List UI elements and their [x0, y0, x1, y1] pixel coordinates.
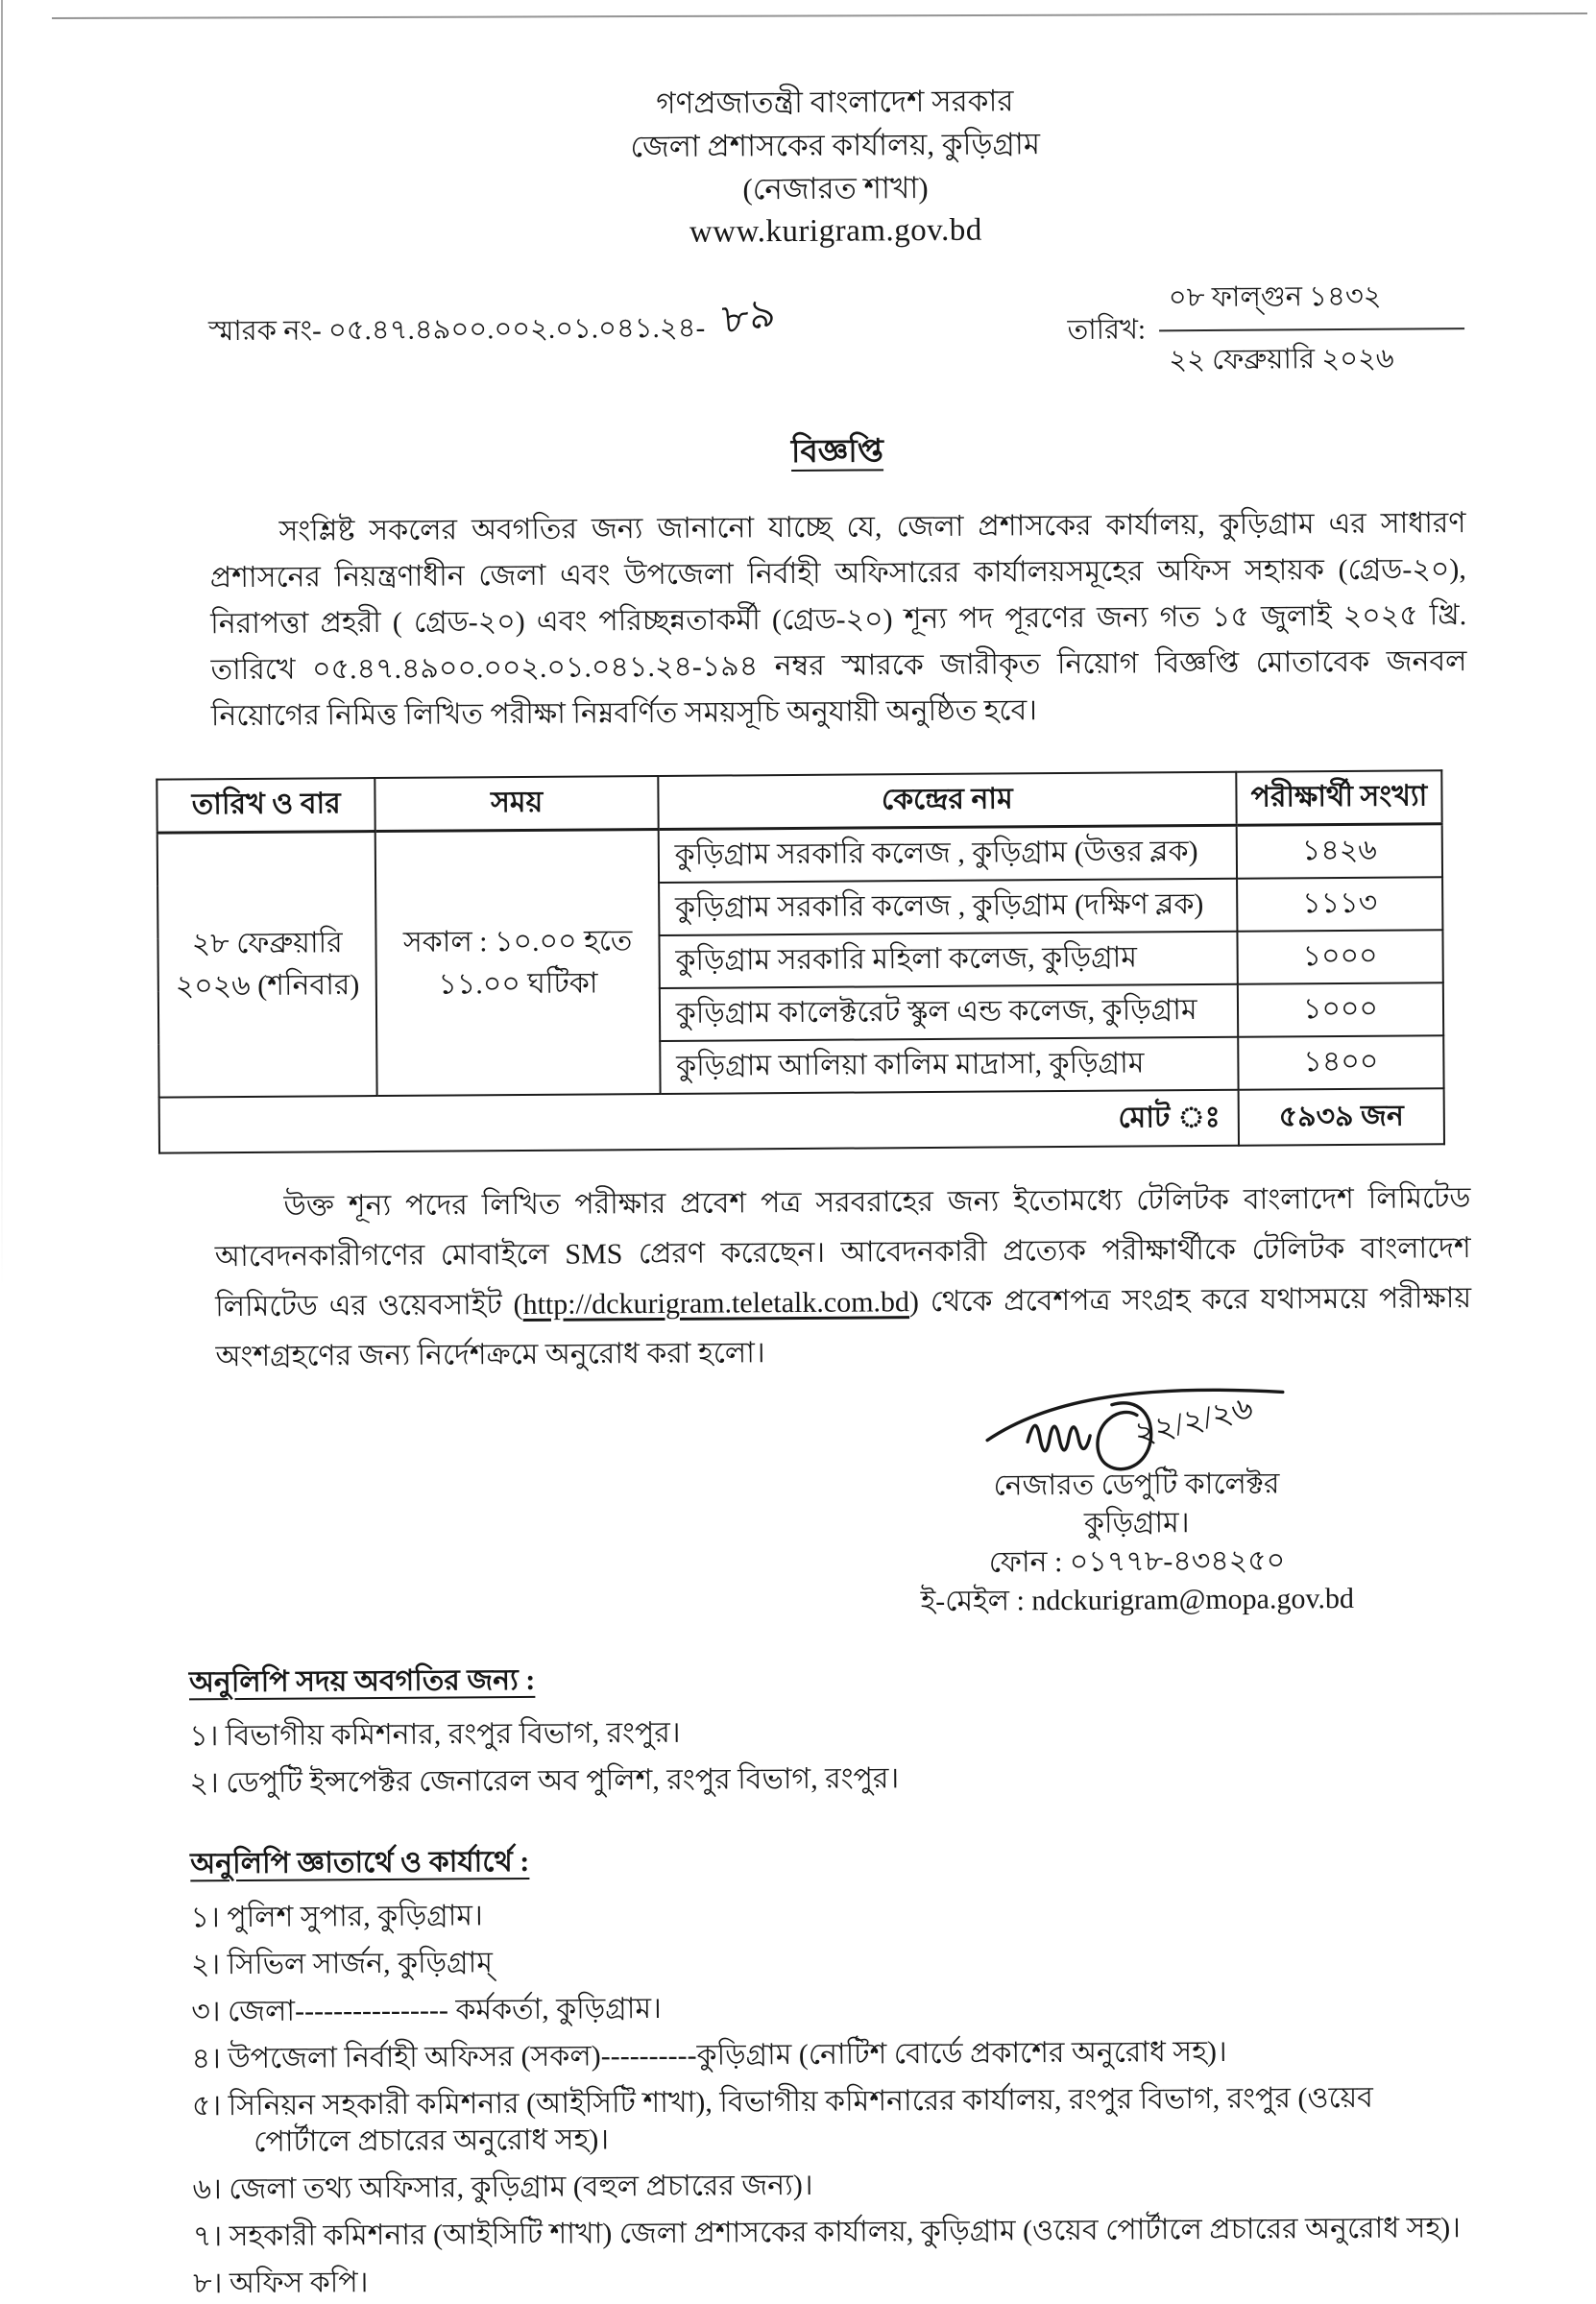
- total-value-cell: ৫৯৩৯ জন: [1238, 1088, 1443, 1145]
- date-bangla: ০৮ ফাল্গুন ১৪৩২: [1159, 274, 1464, 331]
- copy-action-item: ৭। সহকারী কমিশনার (আইসিটি শাখা) জেলা প্রশাসকের কার্যালয়, কুড়িগ্রাম (ওয়েব পোর্টালে প্রচারের অনুরোধ সহ)।: [192, 2212, 1461, 2253]
- examinee-count-cell: ১০০০: [1238, 982, 1443, 1036]
- date-stack: [1159, 274, 1465, 385]
- notice-paragraph-1: সংশ্লিষ্ট সকলের অবগতির জন্য জানানো যাচ্ছে যে, জেলা প্রশাসকের কার্যালয়, কুড়িগ্রাম এর সাধারণ প্রশাসনের নিয়ন্ত্রণাধীন জেলা এবং উপজেলা নির্বাহী অফিসারের কার্যালয়সমূহের অফিস সহায়ক (গ্রেড-২০), নিরাপত্তা প্রহরী ( গ্রেড-২০) এবং পরিচ্ছন্নতাকর্মী (গ্রেড-২০) শূন্য পদ পূরণের জন্য গত ১৫ জুলাই ২০২৫ খ্রি. তারিখে ০৫.৪৭.৪৯০০.০০২.০১.০৪১.২৪-১৯৪ নম্বর স্মারকে জারীকৃত নিয়োগ বিজ্ঞপ্তি মোতাবেক জনবল নিয়োগের নিমিত্ত লিখিত পরীক্ষা নিম্নবর্ণিত সময়সূচি অনুযায়ী অনুষ্ঠিত হবে।: [209, 507, 1467, 733]
- total-label-cell: মোট ঃ: [159, 1090, 1239, 1153]
- copy-action-item: ৬। জেলা তথ্য অফিসার, কুড়িগ্রাম (বহুল প্রচারের জন্য)।: [192, 2169, 813, 2206]
- memo-number-line: [208, 279, 777, 392]
- center-name-cell: কুড়িগ্রাম সরকারি কলেজ , কুড়িগ্রাম (উত্তর ব্লক): [658, 825, 1236, 883]
- letterhead: [206, 76, 1463, 257]
- col-header-date-day: তারিখ ও বার: [157, 778, 375, 833]
- notice-paragraph-2: [214, 1174, 1471, 1382]
- examinee-count-cell: ১০০০: [1237, 930, 1442, 983]
- signatory-email: ই-মেইল : ndckurigram@mopa.gov.bd: [920, 1582, 1355, 1618]
- copy-info-heading: অনুলিপি সদয় অবগতির জন্য :: [188, 1663, 536, 1699]
- office-name: জেলা প্রশাসকের কার্যালয়, কুড়িগ্রাম: [630, 127, 1041, 164]
- signature-scribble: [978, 1380, 1295, 1470]
- government-name: গণপ্রজাতন্ত্রী বাংলাদেশ সরকার: [656, 84, 1014, 120]
- copy-action-item: ৫। সিনিয়ন সহকারী কমিশনার (আইসিটি শাখা), বিভাগীয় কমিশনারের কার্যালয়, রংপুর বিভাগ, রংপুর (ওয়েব পোর্টালে প্রচারের অনুরোধ সহ)।: [191, 2081, 1374, 2158]
- examinee-count-cell: ১৪২৬: [1237, 824, 1442, 879]
- center-name-cell: কুড়িগ্রাম আলিয়া কালিম মাদ্রাসা, কুড়িগ্রাম: [660, 1037, 1238, 1094]
- date-block: [1067, 274, 1464, 386]
- col-header-examinee-count: পরীক্ষার্থী সংখ্যা: [1236, 770, 1441, 825]
- col-header-center-name: কেন্দ্রের নাম: [658, 772, 1236, 830]
- examinee-count-cell: ১৪০০: [1238, 1035, 1443, 1089]
- copy-action-item: ২। সিভিল সার্জন, কুড়িগ্রাম্: [190, 1947, 494, 1981]
- copy-action-item: ৩। জেলা---------------- কর্মকর্তা, কুড়িগ্রাম।: [191, 1992, 662, 2028]
- date-gregorian: ২২ ফেব্রুয়ারি ২০২৬: [1169, 343, 1394, 376]
- center-name-cell: কুড়িগ্রাম কালেক্টরেট স্কুল এন্ড কলেজ, কুড়িগ্রাম: [660, 984, 1238, 1041]
- col-header-time: সময়: [375, 776, 659, 832]
- paragraph-2-text-a: উক্ত শূন্য পদের লিখিত পরীক্ষার প্রবেশ পত্র সরবরাহের জন্য ইতোমধ্যে টেলিটক বাংলাদেশ লিমিটেড আবেদনকারীগণের মোবাইলে SMS প্রেরণ করেছেন। আবেদনকারী প্রত্যেক পরীক্ষার্থীকে টেলিটক বাংলাদেশ লিমিটেড এর ওয়েবসাইট (: [214, 1182, 1471, 1323]
- memo-date-row: [208, 274, 1465, 392]
- date-label: তারিখ:: [1067, 313, 1147, 346]
- exam-time-cell: সকাল : ১০.০০ হতে ১১.০০ ঘটিকা: [375, 829, 660, 1096]
- copy-action-item: ৮। অফিস কপি।: [193, 2267, 369, 2300]
- table-row: [157, 824, 1442, 886]
- signatory-phone: ফোন : ০১৭৭৮-৪৩৪২৫০: [988, 1544, 1286, 1579]
- notice-title: বিজ্ঞপ্তি: [790, 434, 884, 471]
- signatory-district: কুড়িগ্রাম।: [1083, 1507, 1190, 1540]
- copy-info-item: ১। বিভাগীয় কমিশনার, রংপুর বিভাগ, রংপুর।: [189, 1716, 681, 1753]
- paragraph-2-text-b: ) থেকে প্রবেশপত্র সংগ্রহ করে যথাসময়ে পরীক্ষায় অংশগ্রহণের জন্য নির্দেশক্রমে অনুরোধ করা হলো।: [215, 1282, 1472, 1373]
- table-total-row: [159, 1088, 1444, 1152]
- signature-date-handwritten: ২২/২/২৬: [1130, 1391, 1257, 1453]
- memo-number: স্মারক নং- ০৫.৪৭.৪৯০০.০০২.০১.০৪১.২৪-: [207, 312, 706, 348]
- table-header-row: [157, 770, 1441, 833]
- examinee-count-cell: ১১১৩: [1237, 877, 1442, 931]
- admit-card-url: http://dckurigram.teletalk.com.bd: [522, 1286, 910, 1321]
- branch-name: (নেজারত শাখা): [742, 171, 929, 206]
- copy-action-item: ১। পুলিশ সুপার, কুড়িগ্রাম।: [190, 1900, 483, 1934]
- copy-info-item: ২। ডেপুটি ইন্সপেক্টর জেনারেল অব পুলিশ, রংপুর বিভাগ, রংপুর।: [189, 1762, 900, 1800]
- office-website: www.kurigram.gov.bd: [689, 212, 982, 250]
- exam-schedule-table: [156, 769, 1445, 1153]
- memo-number-handwritten: ৮৯: [720, 289, 778, 344]
- copy-action-item: ৪। উপজেলা নির্বাহী অফিসর (সকল)----------কুড়িগ্রাম (নোটিশ বোর্ডে প্রকাশের অনুরোধ সহ)।: [191, 2035, 1227, 2075]
- exam-date-cell: ২৮ ফেব্রুয়ারি ২০২৬ (শনিবার): [157, 832, 377, 1098]
- signatory-designation: নেজারত ডেপুটি কালেক্টর: [993, 1467, 1280, 1502]
- copy-action-heading: অনুলিপি জ্ঞাতার্থে ও কার্যার্থে :: [190, 1845, 530, 1880]
- center-name-cell: কুড়িগ্রাম সরকারি কলেজ , কুড়িগ্রাম (দক্ষিণ ব্লক): [659, 879, 1237, 935]
- signature-block: [886, 1380, 1388, 1622]
- center-name-cell: কুড়িগ্রাম সরকারি মহিলা কলেজ, কুড়িগ্রাম: [659, 932, 1237, 988]
